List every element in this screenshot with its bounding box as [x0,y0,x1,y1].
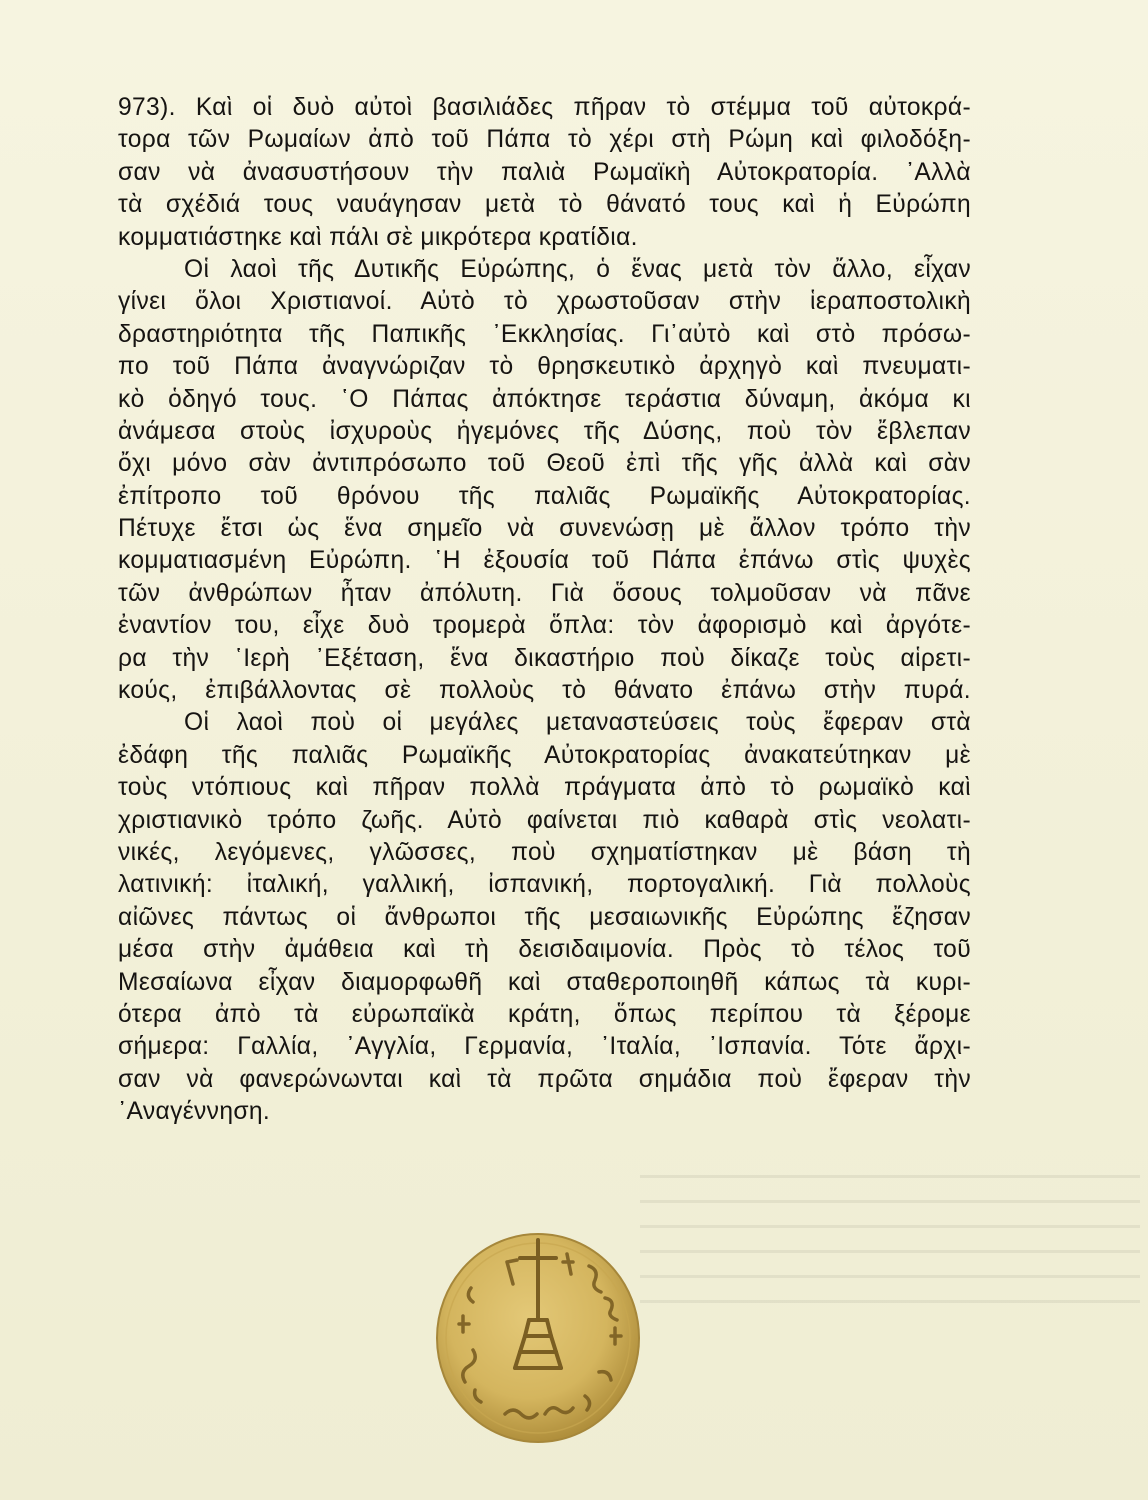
text-line: πο τοῦ Πάπα ἀναγνώριζαν τὸ θρησκευτικὸ ἀρχηγὸ καὶ πνευματι- [118,353,971,381]
text-line: λατινική: ἰταλική, γαλλική, ἰσπανική, πορτογαλική. Γιὰ πολλοὺς [118,871,971,899]
byzantine-gold-coin-icon [435,1232,641,1444]
text-line: ᾿Αναγέννηση. [118,1098,271,1126]
text-line: κομματιάστηκε καὶ πάλι σὲ μικρότερα κρατίδια. [118,223,638,251]
text-line: Μεσαίωνα εἶχαν διαμορφωθῆ καὶ σταθεροποιηθῆ κάπως τὰ κυρι- [118,968,971,996]
text-line: σαν νὰ φανερώνωνται καὶ τὰ πρῶτα σημάδια ποὺ ἔφεραν τὴν [118,1065,971,1093]
text-line: τοὺς ντόπιους καὶ πῆραν πολλὰ πράγματα ἀπὸ τὸ ρωμαϊκὸ καὶ [118,774,971,802]
text-line: κούς, ἐπιβάλλοντας σὲ πολλοὺς τὸ θάνατο ἐπάνω στὴν πυρά. [118,677,971,705]
text-line: αἰῶνες πάντως οἱ ἄνθρωποι τῆς μεσαιωνικῆς Εὐρώπης ἔζησαν [118,903,971,931]
text-line: χριστιανικὸ τρόπο ζωῆς. Αὐτὸ φαίνεται πιὸ καθαρὰ στὶς νεολατι- [118,806,971,834]
text-line: ἐδάφη τῆς παλιᾶς Ρωμαϊκῆς Αὐτοκρατορίας ἀνακατεύτηκαν μὲ [118,741,971,769]
text-line: τῶν ἀνθρώπων ἦταν ἀπόλυτη. Γιὰ ὅσους τολμοῦσαν νὰ πᾶνε [118,579,971,607]
text-line: δραστηριότητα τῆς Παπικῆς ᾿Εκκλησίας. Γι᾿αὐτὸ καὶ στὸ πρόσω- [118,320,971,348]
text-line: κὸ ὁδηγό τους. ῾Ο Πάπας ἀπόκτησε τεράστια δύναμη, ἀκόμα κι [118,385,971,413]
text-line: ρα τὴν ῾Ιερὴ ᾿Εξέταση, ἕνα δικαστήριο ποὺ δίκαζε τοὺς αἱρετι- [118,644,971,672]
text-line: κομματιασμένη Εὐρώπη. ῾Η ἐξουσία τοῦ Πάπα ἐπάνω στὶς ψυχὲς [118,547,971,575]
text-line: σαν νὰ ἀνασυστήσουν τὴν παλιὰ Ρωμαϊκὴ Αὐτοκρατορία. ᾿Αλλὰ [118,158,971,186]
text-line: ὄχι μόνο σὰν ἀντιπρόσωπο τοῦ Θεοῦ ἐπὶ τῆς γῆς ἀλλὰ καὶ σὰν [118,450,971,478]
text-line: Οἱ λαοὶ ποὺ οἱ μεγάλες μεταναστεύσεις τοὺς ἔφεραν στὰ [184,709,971,737]
text-line: 973). Καὶ οἱ δυὸ αὐτοὶ βασιλιάδες πῆραν τὸ στέμμα τοῦ αὐτοκρά- [118,94,971,121]
text-line: τορα τῶν Ρωμαίων ἀπὸ τοῦ Πάπα τὸ χέρι στὴ Ρώμη καὶ φιλοδόξη- [118,126,971,154]
text-line: ἐναντίον του, εἶχε δυὸ τρομερὰ ὅπλα: τὸν ἀφορισμὸ καὶ ἀργότε- [118,612,971,640]
text-line: Πέτυχε ἔτσι ὡς ἕνα σημεῖο νὰ συνενώσῃ μὲ ἄλλον τρόπο τὴν [118,515,971,543]
text-line: ότερα ἀπὸ τὰ εὐρωπαϊκὰ κράτη, ὅπως περίπου τὰ ξέρομε [118,1000,971,1028]
text-line: γίνει ὅλοι Χριστιανοί. Αὐτὸ τὸ χρωστοῦσαν στὴν ἱεραποστολικὴ [118,288,971,316]
text-line: σήμερα: Γαλλία, ᾿Αγγλία, Γερμανία, ᾿Ιταλία, ᾿Ισπανία. Τότε ἄρχι- [118,1033,971,1061]
text-line: ἀνάμεσα στοὺς ἰσχυροὺς ἡγεμόνες τῆς Δύσης, ποὺ τὸν ἔβλεπαν [118,417,971,445]
text-line: Οἱ λαοὶ τῆς Δυτικῆς Εὐρώπης, ὁ ἕνας μετὰ τὸν ἄλλο, εἶχαν [184,255,971,283]
text-line: μέσα στὴν ἀμάθεια καὶ τὴ δεισιδαιμονία. Πρὸς τὸ τέλος τοῦ [118,936,971,964]
bleed-through-text [640,1175,1140,1325]
text-line: ἐπίτροπο τοῦ θρόνου τῆς παλιᾶς Ρωμαϊκῆς Αὐτοκρατορίας. [118,482,971,510]
body-text [118,92,971,1129]
text-line: τὰ σχέδιά τους ναυάγησαν μετὰ τὸ θάνατό τους καὶ ἡ Εὐρώπη [118,191,971,219]
text-line: νικές, λεγόμενες, γλῶσσες, ποὺ σχηματίστηκαν μὲ βάση τὴ [118,838,971,866]
